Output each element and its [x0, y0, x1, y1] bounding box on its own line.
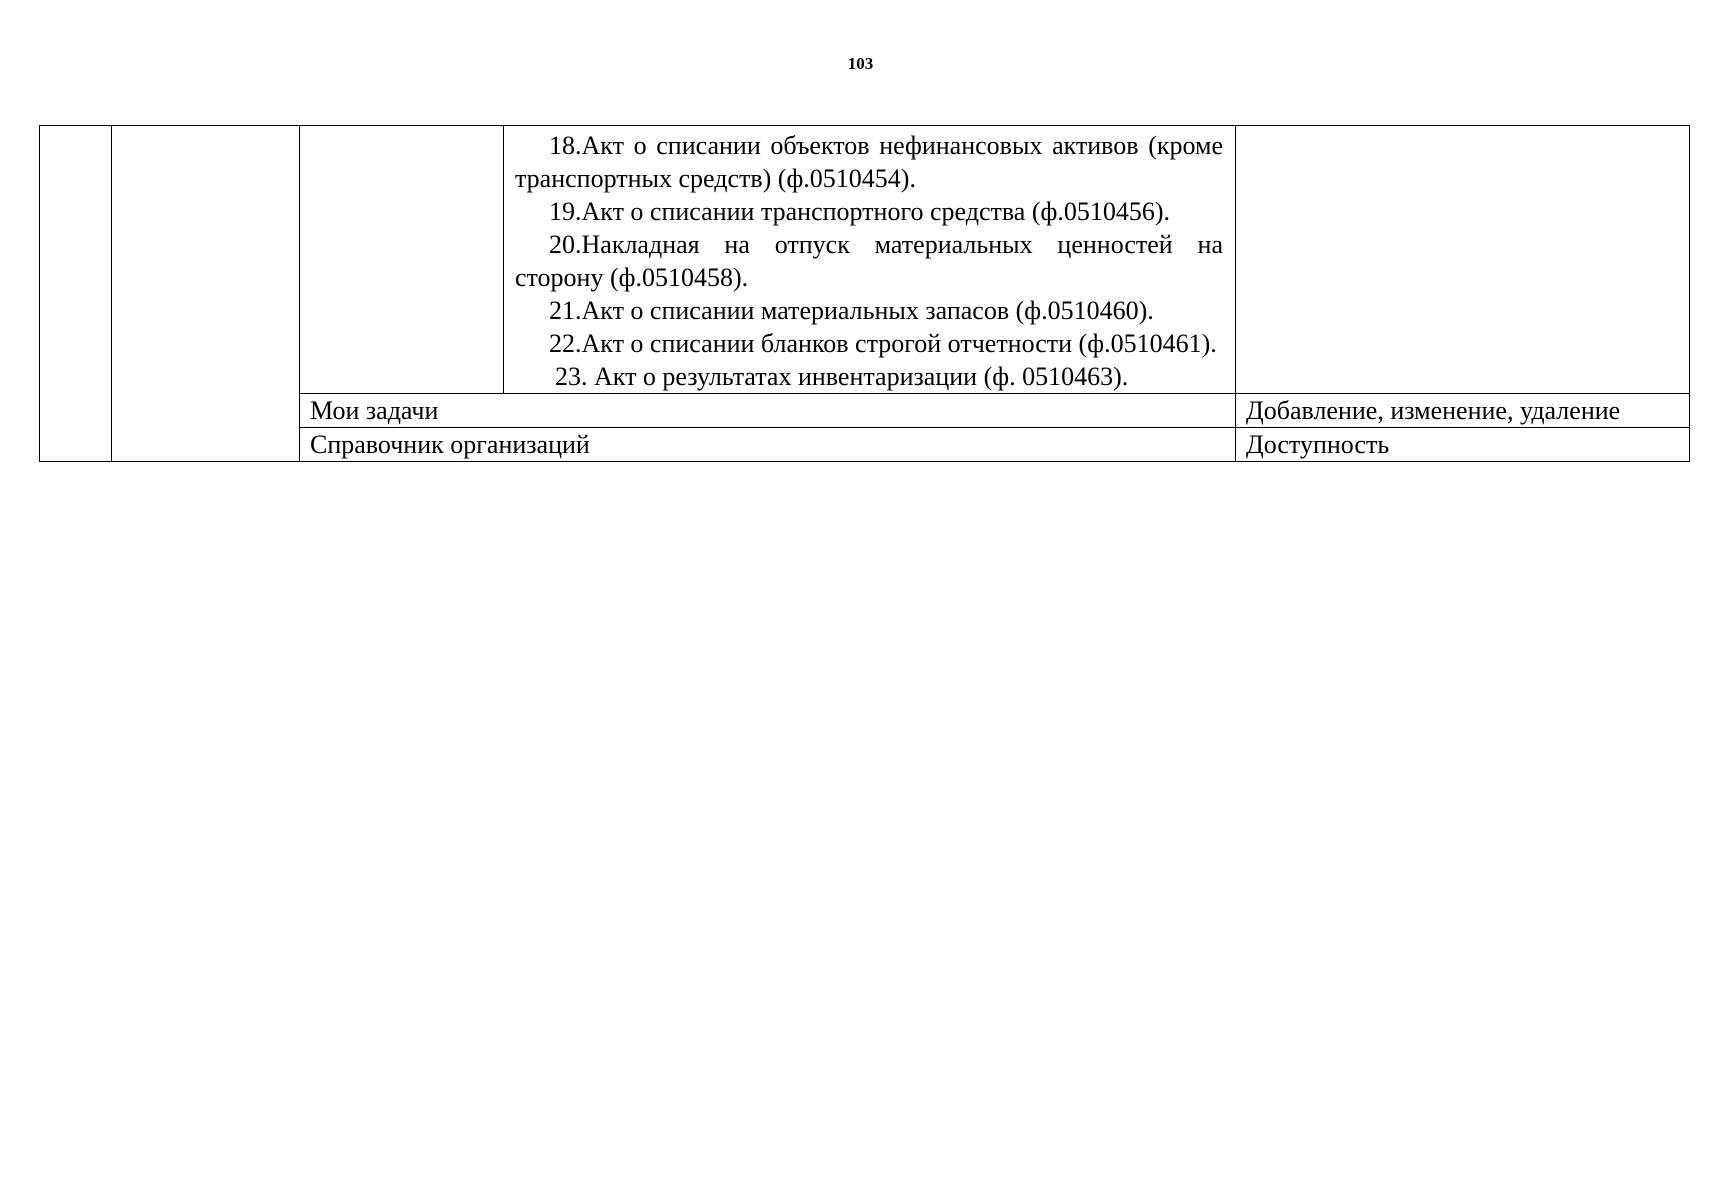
function-name-cell: Справочник организаций [300, 428, 1236, 462]
list-item: 21.Акт о списании материальных запасов (ф.0510460). [549, 296, 1154, 325]
page-number: 103 [847, 54, 874, 73]
list-item: 18.Акт о списании объектов нефинансовых активов (кроме транспортных средств) (ф.0510454). [515, 131, 1223, 193]
list-item: 22.Акт о списании бланков строгой отчетности (ф.0510461). [549, 329, 1217, 358]
list-item: 23. Акт о результатах инвентаризации (ф. 0510463). [555, 362, 1129, 391]
list-item: 20.Накладная на отпуск материальных ценностей на сторону (ф.0510458). [515, 230, 1223, 292]
table-cell-access-empty [1236, 126, 1690, 394]
table-cell-section [300, 126, 504, 394]
document-table [39, 125, 1690, 462]
access-rights-cell: Доступность [1236, 428, 1690, 462]
table-cell-document-list [504, 126, 1236, 394]
table-cell-number [40, 126, 112, 462]
list-item: 19.Акт о списании транспортного средства (ф.0510456). [549, 197, 1170, 226]
function-name-cell: Мои задачи [300, 394, 1236, 428]
access-rights-cell: Добавление, изменение, удаление [1236, 394, 1690, 428]
table-row-documents [40, 126, 1690, 394]
table-cell-role [112, 126, 300, 462]
